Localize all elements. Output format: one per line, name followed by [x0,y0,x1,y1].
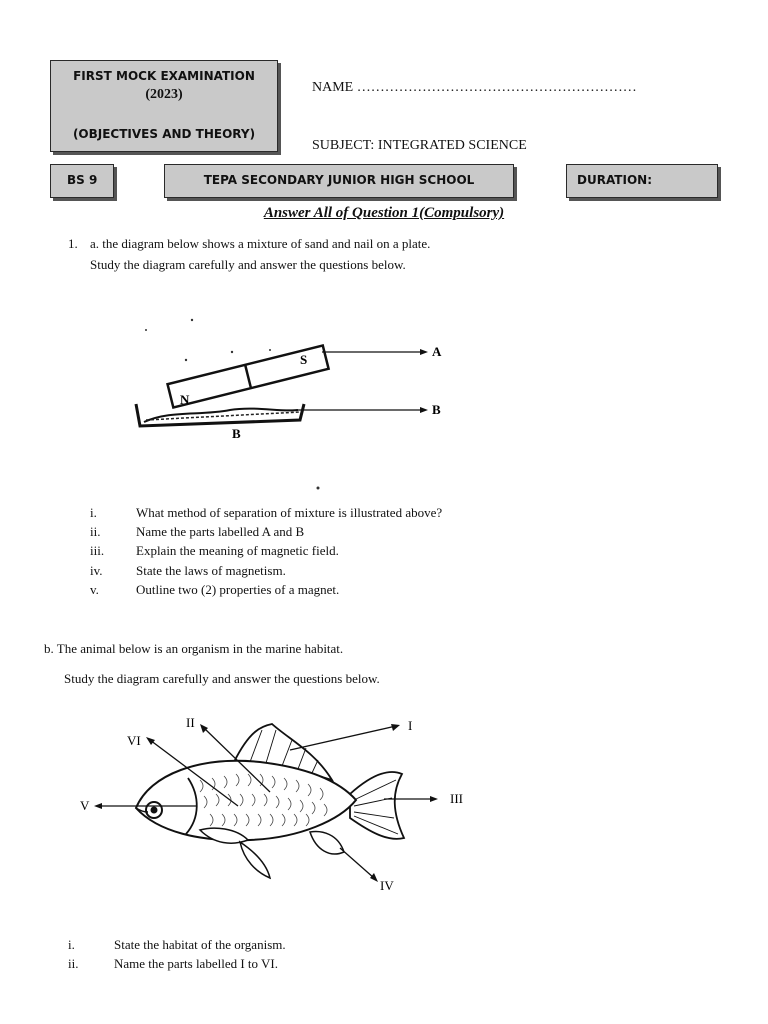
duration-box: DURATION: [566,164,718,198]
exam-title-box [50,60,278,152]
exam-type: (OBJECTIVES AND THEORY) [72,127,256,141]
subq-num: v. [90,582,99,597]
question-b-intro-2: Study the diagram carefully and answer the questions below. [64,671,380,686]
fish-label-ii: II [186,715,195,730]
question-intro: a. the diagram below shows a mixture of sand and nail on a plate. [90,236,431,251]
exam-year: (2023) [145,87,183,102]
fish-label-iii: III [450,791,463,806]
subq-text: What method of separation of mixture is illustrated above? [136,505,443,520]
plate-outline [136,404,304,426]
fish-label-vi: VI [127,733,141,748]
exam-title: FIRST MOCK EXAMINATION [73,69,255,83]
arrow-b-head [420,407,428,413]
plate-label: B [232,426,241,441]
arrow-a-label: A [432,344,442,359]
arrow-a-head [420,349,428,355]
subq-text: State the habitat of the organism. [114,937,286,952]
subject-label: SUBJECT: INTEGRATED SCIENCE [312,138,527,153]
fish-pupil [151,807,158,814]
subq-num: i. [68,937,75,952]
magnet-n-label: N [180,392,190,407]
question-number: 1. [68,236,78,251]
subq-text: State the laws of magnetism. [136,563,286,578]
magnet-s-label: S [300,352,308,367]
subq-num: ii. [90,524,101,539]
subq-text: Name the parts labelled I to VI. [114,956,279,971]
fish-label-v: V [80,798,90,813]
question-b-intro: b. The animal below is an organism in the marine habitat. [44,641,344,656]
subq-text: Name the parts labelled A and B [136,524,305,539]
pelvic-fin [240,842,270,878]
fish-label-i: I [408,718,413,733]
instruction-heading: Answer All of Question 1(Compulsory) [263,205,505,221]
question-intro-2: Study the diagram carefully and answer the questions below. [90,257,406,272]
name-field-label: NAME …………………………………………………… [312,80,637,95]
speck-dots [145,319,320,490]
class-box: BS 9 [50,164,114,198]
subq-num: ii. [68,956,79,971]
subq-text: Outline two (2) properties of a magnet. [136,582,340,597]
subq-num: iii. [90,543,105,558]
subq-num: i. [90,505,97,520]
fish-diagram [0,700,768,910]
school-box: TEPA SECONDARY JUNIOR HIGH SCHOOL [164,164,514,198]
fish-label-iv: IV [380,878,394,893]
subq-num: iv. [90,563,103,578]
subq-text: Explain the meaning of magnetic field. [136,543,339,558]
magnet-diagram [0,270,768,530]
anal-fin [310,832,344,854]
arrow-b-label: B [432,402,441,417]
